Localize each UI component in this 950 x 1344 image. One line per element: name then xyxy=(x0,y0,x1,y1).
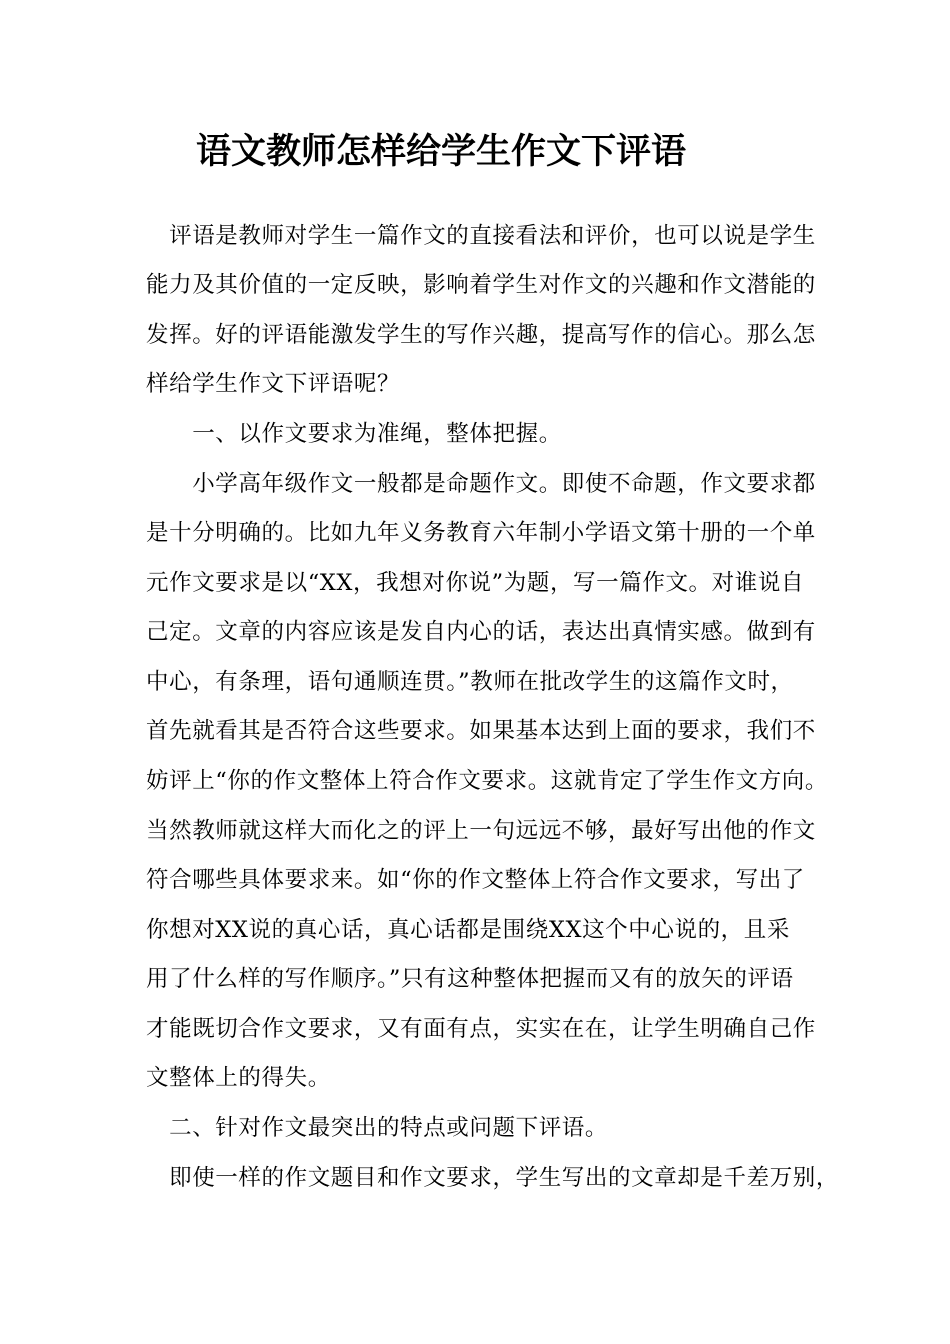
body-line: 评语是教师对学生一篇作文的直接看法和评价，也可以说是学生 xyxy=(146,223,816,249)
body-line: 妨评上“你的作文整体上符合作文要求。这就肯定了学生作文方向。 xyxy=(146,768,829,794)
body-line: 符合哪些具体要求来。如“你的作文整体上符合作文要求，写出了 xyxy=(146,867,805,893)
body-line: 即使一样的作文题目和作文要求，学生写出的文章却是千差万别， xyxy=(146,1165,840,1191)
body-line: 才能既切合作文要求，又有面有点，实实在在，让学生明确自己作 xyxy=(146,1016,816,1042)
body-line: 小学高年级作文一般都是命题作文。即使不命题，作文要求都 xyxy=(146,471,816,497)
body-line: 能力及其价值的一定反映，影响着学生对作文的兴趣和作文潜能的 xyxy=(146,272,816,298)
body-line: 文整体上的得失。 xyxy=(146,1065,331,1091)
body-line: 样给学生作文下评语呢？ xyxy=(146,371,401,397)
body-line: 首先就看其是否符合这些要求。如果基本达到上面的要求，我们不 xyxy=(146,718,816,744)
section-heading-1: 一、以作文要求为准绳，整体把握。 xyxy=(146,421,562,447)
body-line: 当然教师就这样大而化之的评上一句远远不够，最好写出他的作文 xyxy=(146,818,816,844)
body-line: 你想对XX说的真心话，真心话都是围绕XX这个中心说的，且采 xyxy=(146,917,790,943)
body-line: 发挥。好的评语能激发学生的写作兴趣，提高写作的信心。那么怎 xyxy=(146,322,816,348)
section-heading-2: 二、针对作文最突出的特点或问题下评语。 xyxy=(146,1115,609,1141)
body-line: 己定。文章的内容应该是发自内心的话，表达出真情实感。做到有 xyxy=(146,619,816,645)
body-line: 元作文要求是以“XX，我想对你说”为题，写一篇作文。对谁说自 xyxy=(146,570,805,596)
body-line: 中心，有条理，语句通顺连贯。”教师在批改学生的这篇作文时， xyxy=(146,669,794,695)
body-line: 用了什么样的写作顺序。”只有这种整体把握而又有的放矢的评语 xyxy=(146,966,794,992)
document-title: 语文教师怎样给学生作文下评语 xyxy=(196,131,687,172)
body-line: 是十分明确的。比如九年义务教育六年制小学语文第十册的一个单 xyxy=(146,520,816,546)
